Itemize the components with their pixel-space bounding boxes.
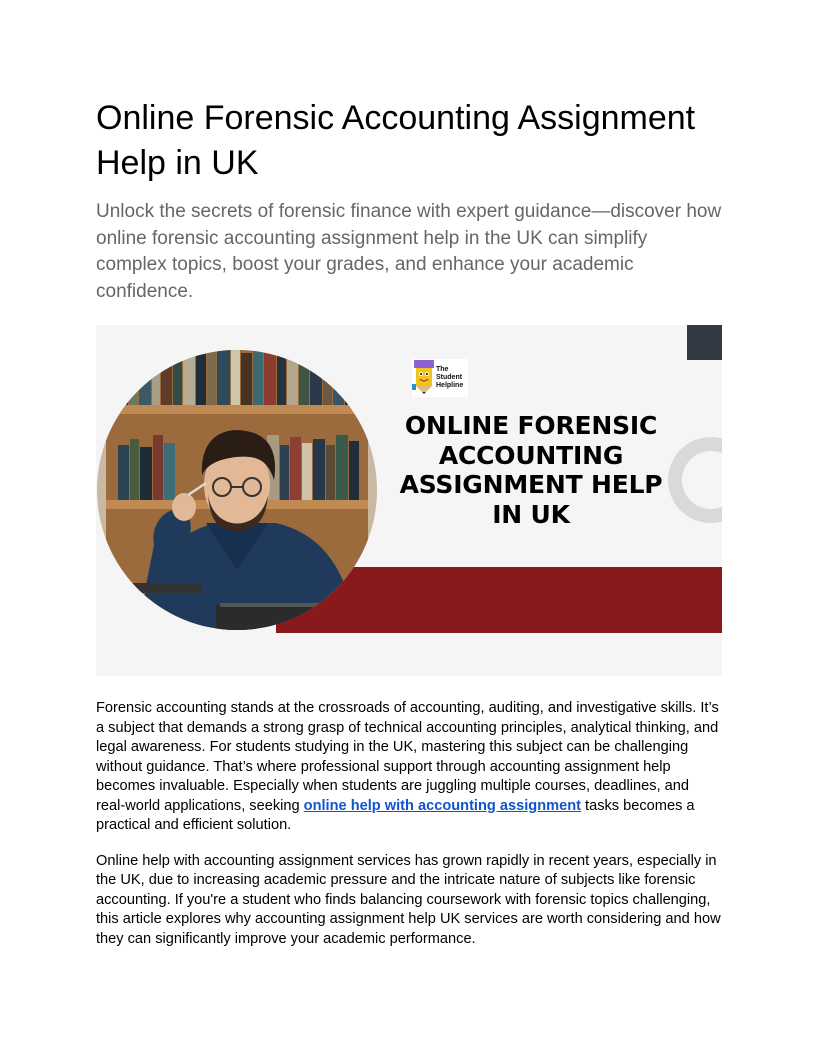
banner-headline-line: ASSIGNMENT HELP (399, 470, 663, 499)
paragraph-text: Forensic accounting stands at the crossroads of accounting, auditing, and investigative skills. It’s a subject that demands a strong grasp of technical accounting principles, analytical thinking, and legal awareness. For students studying in the UK, mastering this subject can be challenging without guidance. That’s where professional support through accounting assignment help becomes invaluable. Especially when students are juggling multiple courses, deadlines, and real-world applications, seeking (96, 700, 719, 814)
second-paragraph: Online help with accounting assignment services has grown rapidly in recent years, especially in the UK, due to increasing academic pressure and the intricate nature of subjects like forensic accounting. If you're a student who finds balancing coursework with forensic topics challenging, this article explores why accounting assignment help UK services are worth considering and how they can significantly improve your academic performance. (96, 852, 721, 947)
document-page (96, 96, 722, 949)
banner-headline-line: ONLINE FORENSIC (404, 411, 658, 440)
paragraph-text: tasks becomes a practical and efficient solution. (96, 797, 695, 833)
page-subtitle: Unlock the secrets of forensic finance with expert guidance—discover how online forensic accounting assignment help in the UK can simplify complex topics, boost your grades, and enhance your academic confidence. (96, 201, 722, 302)
student-helpline-logo (412, 359, 468, 397)
student-photo (96, 335, 378, 645)
logo-text-line: Student (436, 374, 463, 381)
banner-headline (386, 411, 676, 529)
page-title: Online Forensic Accounting Assignment Help in UK (96, 99, 696, 182)
banner-headline-line: IN UK (492, 499, 570, 529)
banner-headline-line: ACCOUNTING (438, 440, 624, 470)
logo-text-line: The (436, 366, 449, 373)
dark-square-decoration (687, 325, 722, 360)
ring-decoration (668, 437, 722, 523)
logo-text-line: Helpline (436, 382, 464, 389)
accounting-assignment-help-link[interactable]: online help with accounting assignment (303, 797, 581, 814)
pencil-mascot-icon (412, 360, 436, 396)
intro-paragraph (96, 699, 722, 836)
hero-banner-image (96, 325, 722, 676)
